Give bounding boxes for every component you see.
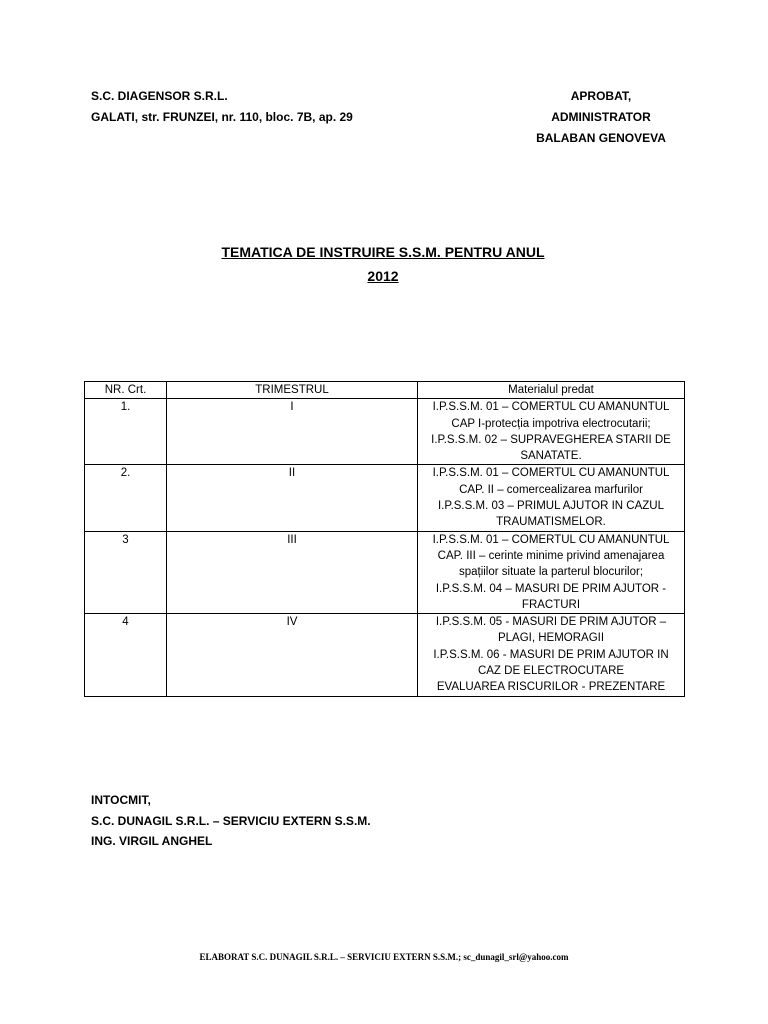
material-line: I.P.S.S.M. 01 – COMERTUL CU AMANUNTUL [432,401,670,414]
company-name: S.C. DIAGENSOR S.R.L. [91,89,228,103]
cell-trimester: IV [167,614,418,696]
cell-nr: 1. [85,399,167,465]
approved-label: APROBAT, [570,89,632,103]
page-footer-note: ELABORAT S.C. DUNAGIL S.R.L. – SERVICIU EXTERN S.S.M.; sc_dunagil_srl@yahoo.com [199,952,569,962]
material-line: I.P.S.S.M. 06 - MASURI DE PRIM AJUTOR IN [433,648,669,661]
material-line: I.P.S.S.M. 03 – PRIMUL AJUTOR IN CAZUL [437,500,665,513]
table-row [85,614,685,696]
material-line: EVALUAREA RISCURILOR - PREZENTARE [436,681,666,694]
cell-nr: 4 [85,614,167,696]
cell-trimester: II [167,465,418,531]
table-header-row [85,382,685,399]
material-line: I.P.S.S.M. 01 – COMERTUL CU AMANUNTUL [432,467,670,480]
material-line: FRACTURI [521,598,581,611]
cell-nr: 3 [85,531,167,613]
table-row [85,531,685,613]
cell-material [418,465,685,531]
cell-material [418,531,685,613]
material-line: TRAUMATISMELOR. [496,516,606,529]
material-line: I.P.S.S.M. 02 – SUPRAVEGHEREA STARII DE [431,433,671,446]
training-table [84,381,685,697]
company-address: GALATI, str. FRUNZEI, nr. 110, bloc. 7B, ap. 29 [91,110,353,124]
document-title [150,240,616,288]
title-line-2: 2012 [367,268,399,284]
material-line: CAP. II – comercealizarea marfurilor [459,483,643,496]
material-line: SANATATE. [520,450,582,463]
cell-nr: 2. [85,465,167,531]
approver-role: ADMINISTRATOR [551,110,651,124]
title-line-1: TEMATICA DE INSTRUIRE S.S.M. PENTRU ANUL [221,244,545,260]
material-line: CAP I-protecția impotriva electrocutarii; [451,417,651,430]
prepared-company: S.C. DUNAGIL S.R.L. – SERVICIU EXTERN S.S.M. [91,813,371,828]
prepared-engineer: ING. VIRGIL ANGHEL [91,834,213,848]
material-line: CAZ DE ELECTROCUTARE [477,665,625,678]
header-trimester: TRIMESTRUL [167,382,418,399]
cell-material [418,399,685,465]
cell-trimester: I [167,399,418,465]
approver-name: BALABAN GENOVEVA [536,131,666,145]
cell-material [418,614,685,696]
approval-block [520,86,682,149]
prepared-by-block [91,790,371,852]
cell-trimester: III [167,531,418,613]
material-line: I.P.S.S.M. 05 - MASURI DE PRIM AJUTOR – [435,616,667,629]
material-line: CAP. III – cerinte minime privind amenajarea [437,549,665,562]
header-nr: NR. Crt. [85,382,167,399]
company-block [91,86,353,128]
table-row [85,465,685,531]
material-line: I.P.S.S.M. 04 – MASURI DE PRIM AJUTOR - [435,582,667,595]
table-row [85,399,685,465]
material-line: spațiilor situate la parterul blocurilor; [458,566,644,579]
prepared-label: INTOCMIT, [91,793,151,807]
material-line: PLAGI, HEMORAGII [497,632,605,645]
header-material: Materialul predat [418,382,685,399]
material-line: I.P.S.S.M. 01 – COMERTUL CU AMANUNTUL [432,533,670,546]
